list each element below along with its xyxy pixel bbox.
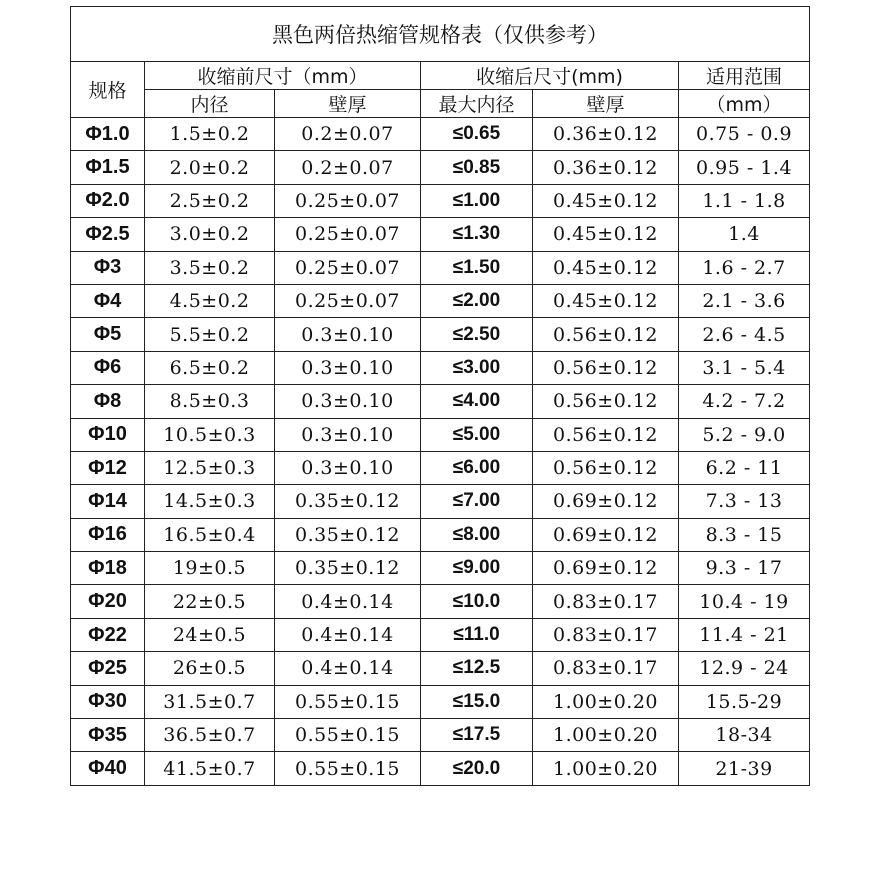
inner-diameter-cell: 14.5±0.3 bbox=[145, 485, 275, 518]
title-row bbox=[71, 7, 810, 62]
range-cell: 7.3 - 13 bbox=[679, 485, 810, 518]
inner-diameter-cell: 31.5±0.7 bbox=[145, 685, 275, 718]
range-cell: 1.1 - 1.8 bbox=[679, 184, 810, 217]
wall-thickness-cell: 0.2±0.07 bbox=[275, 118, 421, 151]
wall-thickness-after-cell: 0.36±0.12 bbox=[533, 118, 679, 151]
inner-diameter-cell: 2.5±0.2 bbox=[145, 184, 275, 217]
inner-diameter-cell: 4.5±0.2 bbox=[145, 284, 275, 317]
max-inner-diameter-cell: ≤8.00 bbox=[421, 518, 533, 551]
wall-thickness-cell: 0.3±0.10 bbox=[275, 318, 421, 351]
inner-diameter-cell: 10.5±0.3 bbox=[145, 418, 275, 451]
wall-thickness-cell: 0.3±0.10 bbox=[275, 385, 421, 418]
wall-thickness-cell: 0.25±0.07 bbox=[275, 251, 421, 284]
inner-diameter-cell: 16.5±0.4 bbox=[145, 518, 275, 551]
wall-thickness-after-cell: 0.45±0.12 bbox=[533, 184, 679, 217]
inner-diameter-cell: 3.0±0.2 bbox=[145, 218, 275, 251]
range-cell: 11.4 - 21 bbox=[679, 618, 810, 651]
max-inner-diameter-cell: ≤5.00 bbox=[421, 418, 533, 451]
max-inner-diameter-cell: ≤3.00 bbox=[421, 351, 533, 384]
table-row bbox=[71, 685, 810, 718]
wall-thickness-after-cell: 0.45±0.12 bbox=[533, 284, 679, 317]
wall-thickness-after-cell: 0.69±0.12 bbox=[533, 485, 679, 518]
wall-thickness-after-cell: 0.83±0.17 bbox=[533, 585, 679, 618]
spec-cell: Φ14 bbox=[71, 485, 145, 518]
range-cell: 8.3 - 15 bbox=[679, 518, 810, 551]
wall-thickness-after-cell: 0.69±0.12 bbox=[533, 518, 679, 551]
wall-thickness-after-cell: 0.56±0.12 bbox=[533, 351, 679, 384]
spec-cell: Φ25 bbox=[71, 652, 145, 685]
spec-cell: Φ30 bbox=[71, 685, 145, 718]
max-inner-diameter-cell: ≤6.00 bbox=[421, 451, 533, 484]
inner-diameter-cell: 19±0.5 bbox=[145, 552, 275, 585]
table-row bbox=[71, 585, 810, 618]
spec-cell: Φ40 bbox=[71, 752, 145, 785]
wall-thickness-after-cell: 0.56±0.12 bbox=[533, 385, 679, 418]
wall-thickness-cell: 0.4±0.14 bbox=[275, 618, 421, 651]
max-inner-diameter-cell: ≤2.50 bbox=[421, 318, 533, 351]
spec-cell: Φ18 bbox=[71, 552, 145, 585]
wall-thickness-cell: 0.35±0.12 bbox=[275, 518, 421, 551]
after-shrink-header: 收缩后尺寸(mm) bbox=[421, 62, 679, 90]
max-inner-diameter-cell: ≤15.0 bbox=[421, 685, 533, 718]
inner-diameter-cell: 12.5±0.3 bbox=[145, 451, 275, 484]
table-row bbox=[71, 719, 810, 752]
table-row bbox=[71, 385, 810, 418]
range-cell: 3.1 - 5.4 bbox=[679, 351, 810, 384]
spec-header: 规格 bbox=[71, 62, 145, 118]
table-row bbox=[71, 318, 810, 351]
range-cell: 2.1 - 3.6 bbox=[679, 284, 810, 317]
header-row-2 bbox=[71, 90, 810, 118]
table-body bbox=[71, 118, 810, 786]
range-header: 适用范围 bbox=[679, 62, 810, 90]
header-row-1 bbox=[71, 62, 810, 90]
spec-cell: Φ2.5 bbox=[71, 218, 145, 251]
max-inner-diameter-cell: ≤20.0 bbox=[421, 752, 533, 785]
wall-thickness-after-cell: 0.56±0.12 bbox=[533, 451, 679, 484]
spec-cell: Φ20 bbox=[71, 585, 145, 618]
range-cell: 9.3 - 17 bbox=[679, 552, 810, 585]
wall-thickness-after-cell: 0.56±0.12 bbox=[533, 418, 679, 451]
wall-thickness-cell: 0.3±0.10 bbox=[275, 451, 421, 484]
inner-diameter-cell: 2.0±0.2 bbox=[145, 151, 275, 184]
spec-cell: Φ3 bbox=[71, 251, 145, 284]
max-inner-diameter-cell: ≤0.65 bbox=[421, 118, 533, 151]
inner-diameter-header: 内径 bbox=[145, 90, 275, 118]
wall-thickness-cell: 0.3±0.10 bbox=[275, 418, 421, 451]
max-inner-diameter-cell: ≤1.30 bbox=[421, 218, 533, 251]
spec-cell: Φ1.5 bbox=[71, 151, 145, 184]
wall-thickness-cell: 0.35±0.12 bbox=[275, 552, 421, 585]
range-cell: 21-39 bbox=[679, 752, 810, 785]
table-row bbox=[71, 351, 810, 384]
wall-thickness-after-cell: 0.83±0.17 bbox=[533, 618, 679, 651]
before-shrink-header: 收缩前尺寸（mm） bbox=[145, 62, 421, 90]
wall-thickness-cell: 0.55±0.15 bbox=[275, 685, 421, 718]
spec-cell: Φ2.0 bbox=[71, 184, 145, 217]
max-inner-diameter-header: 最大内径 bbox=[421, 90, 533, 118]
inner-diameter-cell: 24±0.5 bbox=[145, 618, 275, 651]
range-cell: 0.75 - 0.9 bbox=[679, 118, 810, 151]
range-cell: 5.2 - 9.0 bbox=[679, 418, 810, 451]
wall-thickness-cell: 0.55±0.15 bbox=[275, 752, 421, 785]
table-row bbox=[71, 284, 810, 317]
table-row bbox=[71, 485, 810, 518]
wall-thickness-cell: 0.25±0.07 bbox=[275, 284, 421, 317]
max-inner-diameter-cell: ≤12.5 bbox=[421, 652, 533, 685]
wall-thickness-cell: 0.2±0.07 bbox=[275, 151, 421, 184]
table-row bbox=[71, 184, 810, 217]
wall-thickness-after-cell: 0.45±0.12 bbox=[533, 218, 679, 251]
inner-diameter-cell: 36.5±0.7 bbox=[145, 719, 275, 752]
wall-thickness-after-cell: 0.45±0.12 bbox=[533, 251, 679, 284]
table-row bbox=[71, 451, 810, 484]
inner-diameter-cell: 6.5±0.2 bbox=[145, 351, 275, 384]
max-inner-diameter-cell: ≤10.0 bbox=[421, 585, 533, 618]
max-inner-diameter-cell: ≤0.85 bbox=[421, 151, 533, 184]
wall-thickness-after-cell: 1.00±0.20 bbox=[533, 685, 679, 718]
table-title: 黑色两倍热缩管规格表（仅供参考） bbox=[71, 7, 810, 62]
table-row bbox=[71, 618, 810, 651]
max-inner-diameter-cell: ≤2.00 bbox=[421, 284, 533, 317]
wall-thickness-after-cell: 0.69±0.12 bbox=[533, 552, 679, 585]
spec-cell: Φ8 bbox=[71, 385, 145, 418]
range-cell: 15.5-29 bbox=[679, 685, 810, 718]
range-cell: 1.4 bbox=[679, 218, 810, 251]
max-inner-diameter-cell: ≤4.00 bbox=[421, 385, 533, 418]
wall-thickness-after-cell: 0.56±0.12 bbox=[533, 318, 679, 351]
inner-diameter-cell: 26±0.5 bbox=[145, 652, 275, 685]
spec-sheet bbox=[70, 6, 809, 786]
spec-table bbox=[70, 6, 810, 786]
spec-cell: Φ10 bbox=[71, 418, 145, 451]
wall-thickness-after-cell: 1.00±0.20 bbox=[533, 719, 679, 752]
max-inner-diameter-cell: ≤11.0 bbox=[421, 618, 533, 651]
wall-thickness-header: 壁厚 bbox=[275, 90, 421, 118]
max-inner-diameter-cell: ≤1.50 bbox=[421, 251, 533, 284]
range-cell: 18-34 bbox=[679, 719, 810, 752]
inner-diameter-cell: 8.5±0.3 bbox=[145, 385, 275, 418]
table-row bbox=[71, 752, 810, 785]
inner-diameter-cell: 41.5±0.7 bbox=[145, 752, 275, 785]
spec-cell: Φ35 bbox=[71, 719, 145, 752]
max-inner-diameter-cell: ≤1.00 bbox=[421, 184, 533, 217]
spec-cell: Φ6 bbox=[71, 351, 145, 384]
inner-diameter-cell: 22±0.5 bbox=[145, 585, 275, 618]
table-row bbox=[71, 652, 810, 685]
spec-cell: Φ5 bbox=[71, 318, 145, 351]
range-cell: 10.4 - 19 bbox=[679, 585, 810, 618]
table-row bbox=[71, 218, 810, 251]
wall-thickness-after-cell: 0.36±0.12 bbox=[533, 151, 679, 184]
range-cell: 0.95 - 1.4 bbox=[679, 151, 810, 184]
max-inner-diameter-cell: ≤7.00 bbox=[421, 485, 533, 518]
wall-thickness-cell: 0.4±0.14 bbox=[275, 652, 421, 685]
table-row bbox=[71, 418, 810, 451]
wall-thickness-after-cell: 1.00±0.20 bbox=[533, 752, 679, 785]
spec-cell: Φ16 bbox=[71, 518, 145, 551]
spec-cell: Φ4 bbox=[71, 284, 145, 317]
spec-cell: Φ22 bbox=[71, 618, 145, 651]
table-row bbox=[71, 552, 810, 585]
wall-thickness-cell: 0.4±0.14 bbox=[275, 585, 421, 618]
wall-thickness-cell: 0.25±0.07 bbox=[275, 184, 421, 217]
wall-thickness-cell: 0.55±0.15 bbox=[275, 719, 421, 752]
range-unit-header: （mm） bbox=[679, 90, 810, 118]
range-cell: 12.9 - 24 bbox=[679, 652, 810, 685]
table-row bbox=[71, 518, 810, 551]
inner-diameter-cell: 3.5±0.2 bbox=[145, 251, 275, 284]
max-inner-diameter-cell: ≤17.5 bbox=[421, 719, 533, 752]
range-cell: 4.2 - 7.2 bbox=[679, 385, 810, 418]
range-cell: 1.6 - 2.7 bbox=[679, 251, 810, 284]
wall-thickness-cell: 0.3±0.10 bbox=[275, 351, 421, 384]
table-row bbox=[71, 251, 810, 284]
inner-diameter-cell: 1.5±0.2 bbox=[145, 118, 275, 151]
spec-cell: Φ12 bbox=[71, 451, 145, 484]
wall-thickness-after-cell: 0.83±0.17 bbox=[533, 652, 679, 685]
inner-diameter-cell: 5.5±0.2 bbox=[145, 318, 275, 351]
range-cell: 6.2 - 11 bbox=[679, 451, 810, 484]
table-row bbox=[71, 151, 810, 184]
range-cell: 2.6 - 4.5 bbox=[679, 318, 810, 351]
wall-thickness-cell: 0.35±0.12 bbox=[275, 485, 421, 518]
wall-thickness-after-header: 壁厚 bbox=[533, 90, 679, 118]
spec-cell: Φ1.0 bbox=[71, 118, 145, 151]
wall-thickness-cell: 0.25±0.07 bbox=[275, 218, 421, 251]
max-inner-diameter-cell: ≤9.00 bbox=[421, 552, 533, 585]
table-row bbox=[71, 118, 810, 151]
